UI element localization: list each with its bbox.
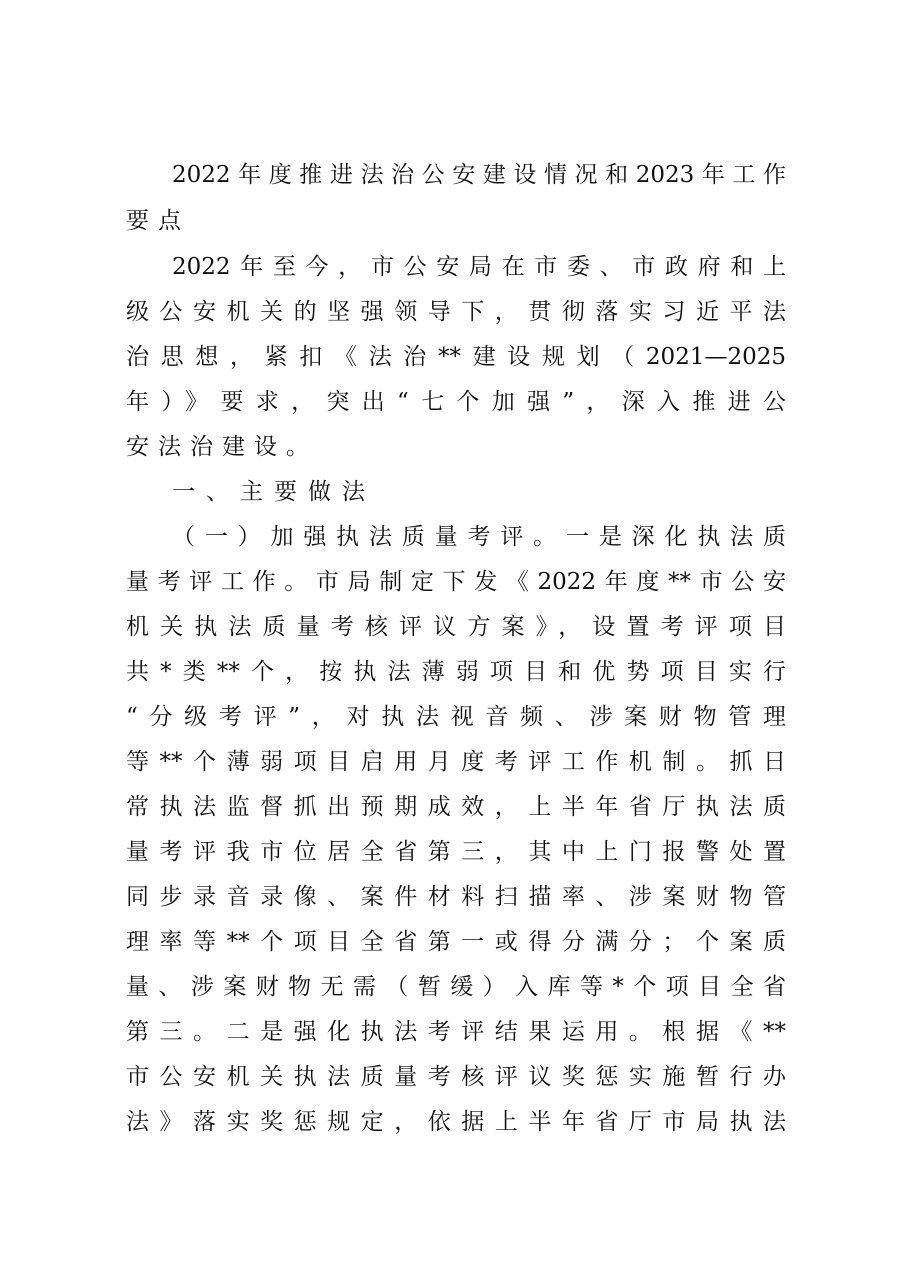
paragraph-2-line-8: 量考评我市位居全省第三，其中上门报警处置 — [126, 839, 786, 865]
paragraph-2-line-11: 量、涉案财物无需（暂缓）入库等*个项目全省 — [126, 974, 786, 1000]
document-title-line-1: 2022年度推进法治公安建设情况和2023年工作 — [172, 162, 786, 188]
section-1-heading: 一、主要做法 — [172, 479, 376, 505]
paragraph-2-line-7: 常执法监督抓出预期成效，上半年省厅执法质 — [126, 794, 786, 820]
paragraph-1-line-3: 治思想，紧扣《法治**建设规划（2021—2025 — [126, 344, 786, 370]
paragraph-2-line-12: 第三。二是强化执法考评结果运用。根据《** — [126, 1019, 786, 1045]
paragraph-2-line-2: 量考评工作。市局制定下发《2022年度**市公安 — [126, 569, 786, 595]
paragraph-2-line-14: 法》落实奖惩规定，依据上半年省厅市局执法 — [126, 1109, 786, 1135]
paragraph-1-line-5: 安法治建设。 — [126, 434, 318, 460]
paragraph-1-line-1: 2022年至今，市公安局在市委、市政府和上 — [172, 254, 786, 280]
paragraph-1-line-4: 年）》要求，突出“七个加强”，深入推进公 — [126, 389, 786, 415]
paragraph-2-line-6: 等**个薄弱项目启用月度考评工作机制。抓日 — [126, 749, 786, 775]
paragraph-1-line-2: 级公安机关的坚强领导下，贯彻落实习近平法 — [126, 299, 786, 325]
document-title-line-2: 要点 — [126, 208, 190, 234]
paragraph-2-line-5: “分级考评”，对执法视音频、涉案财物管理 — [126, 704, 786, 730]
paragraph-2-line-4: 共*类**个，按执法薄弱项目和优势项目实行 — [126, 659, 786, 685]
paragraph-2-line-1: （一）加强执法质量考评。一是深化执法质 — [172, 524, 786, 550]
paragraph-2-line-10: 理率等**个项目全省第一或得分满分；个案质 — [126, 929, 786, 955]
paragraph-2-line-13: 市公安机关执法质量考核评议奖惩实施暂行办 — [126, 1064, 786, 1090]
paragraph-2-line-3: 机关执法质量考核评议方案》，设置考评项目 — [126, 614, 786, 640]
paragraph-2-line-9: 同步录音录像、案件材料扫描率、涉案财物管 — [126, 884, 786, 910]
